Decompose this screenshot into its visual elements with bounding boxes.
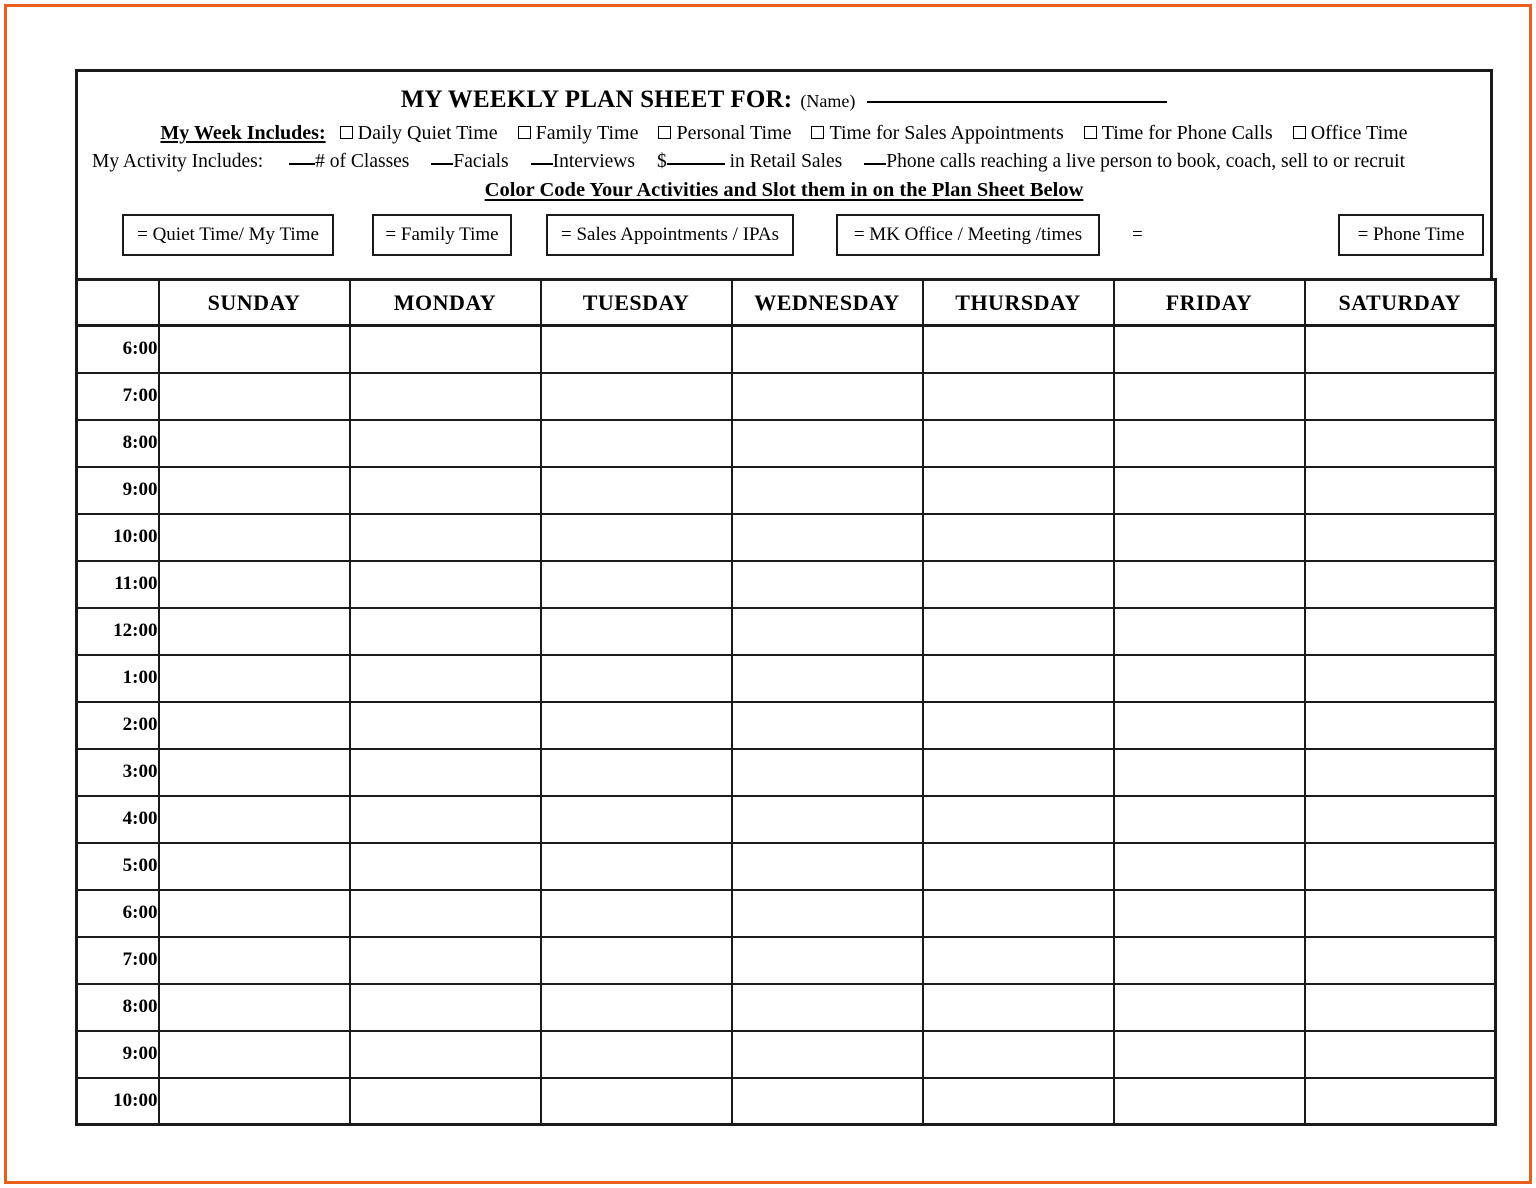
time-label: 8:00 [77, 420, 159, 467]
week-includes-label: My Week Includes: [160, 122, 326, 144]
schedule-slot[interactable] [159, 608, 350, 655]
time-label: 6:00 [77, 326, 159, 373]
schedule-slot[interactable] [732, 326, 923, 373]
activity-includes-label: My Activity Includes: [92, 151, 264, 172]
schedule-slot[interactable] [1305, 420, 1496, 467]
schedule-slot[interactable] [159, 937, 350, 984]
schedule-slot[interactable] [1305, 561, 1496, 608]
schedule-slot[interactable] [541, 937, 732, 984]
schedule-slot[interactable] [541, 514, 732, 561]
legend-label: = MK Office / Meeting /times [853, 224, 1083, 245]
activity-item-retail-sales [657, 151, 842, 172]
table-row [77, 702, 1496, 749]
schedule-slot[interactable] [732, 1078, 923, 1125]
schedule-slot[interactable] [541, 890, 732, 937]
schedule-slot[interactable] [923, 467, 1114, 514]
checkbox-label: Family Time [535, 122, 639, 144]
schedule-slot[interactable] [350, 937, 541, 984]
table-row [77, 514, 1496, 561]
time-label: 8:00 [77, 984, 159, 1031]
schedule-slot[interactable] [923, 608, 1114, 655]
schedule-slot[interactable] [350, 608, 541, 655]
schedule-slot[interactable] [1305, 514, 1496, 561]
schedule-slot[interactable] [732, 937, 923, 984]
schedule-slot[interactable] [732, 514, 923, 561]
facials-label: Facials [453, 151, 509, 172]
activity-item-classes [289, 151, 409, 172]
schedule-slot[interactable] [1305, 702, 1496, 749]
schedule-slot[interactable] [732, 843, 923, 890]
page-title [88, 86, 1480, 114]
schedule-slot[interactable] [1114, 890, 1305, 937]
schedule-slot[interactable] [1114, 655, 1305, 702]
classes-blank[interactable] [289, 163, 315, 165]
schedule-slot[interactable] [923, 1078, 1114, 1125]
schedule-slot[interactable] [1305, 937, 1496, 984]
schedule-slot[interactable] [1114, 749, 1305, 796]
schedule-slot[interactable] [1114, 1031, 1305, 1078]
schedule-slot[interactable] [1305, 1031, 1496, 1078]
schedule-slot[interactable] [732, 467, 923, 514]
time-label: 5:00 [77, 843, 159, 890]
schedule-slot[interactable] [923, 749, 1114, 796]
schedule-slot[interactable] [541, 702, 732, 749]
legend-item-unlabeled[interactable] [1132, 214, 1143, 256]
color-code-heading [88, 179, 1480, 202]
schedule-slot[interactable] [541, 796, 732, 843]
schedule-slot[interactable] [159, 1078, 350, 1125]
schedule-slot[interactable] [732, 702, 923, 749]
schedule-slot[interactable] [350, 373, 541, 420]
schedule-slot[interactable] [1305, 749, 1496, 796]
table-header-row [77, 280, 1496, 326]
schedule-slot[interactable] [350, 1031, 541, 1078]
day-header-wednesday: WEDNESDAY [732, 280, 923, 326]
schedule-slot[interactable] [1305, 326, 1496, 373]
schedule-slot[interactable] [350, 467, 541, 514]
schedule-slot[interactable] [350, 843, 541, 890]
time-label: 10:00 [77, 514, 159, 561]
schedule-slot[interactable] [159, 420, 350, 467]
time-label: 4:00 [77, 796, 159, 843]
schedule-slot[interactable] [541, 373, 732, 420]
schedule-slot[interactable] [1305, 796, 1496, 843]
schedule-slot[interactable] [350, 561, 541, 608]
schedule-slot[interactable] [732, 561, 923, 608]
name-input-line[interactable] [867, 101, 1167, 103]
schedule-slot[interactable] [350, 326, 541, 373]
schedule-slot[interactable] [923, 655, 1114, 702]
schedule-slot[interactable] [159, 890, 350, 937]
schedule-slot[interactable] [541, 420, 732, 467]
schedule-slot[interactable] [1305, 890, 1496, 937]
color-code-heading-text: Color Code Your Activities and Slot them in on the Plan Sheet Below [484, 179, 1084, 201]
table-row [77, 796, 1496, 843]
table-row [77, 843, 1496, 890]
schedule-slot[interactable] [350, 796, 541, 843]
day-header-saturday: SATURDAY [1305, 280, 1496, 326]
time-label: 7:00 [77, 937, 159, 984]
legend-item-family-time[interactable] [372, 214, 512, 256]
retail-sales-blank[interactable] [667, 163, 725, 165]
table-body [77, 326, 1496, 1125]
table-row [77, 373, 1496, 420]
checkbox-item-phone-calls[interactable] [1084, 122, 1273, 144]
checkbox-item-sales-appointments[interactable] [811, 122, 1063, 144]
checkbox-item-family-time[interactable] [518, 122, 639, 144]
schedule-slot[interactable] [1114, 561, 1305, 608]
schedule-slot[interactable] [1305, 984, 1496, 1031]
legend-label: = Phone Time [1357, 224, 1465, 245]
schedule-slot[interactable] [1305, 608, 1496, 655]
schedule-slot[interactable] [159, 514, 350, 561]
schedule-slot[interactable] [350, 984, 541, 1031]
week-includes-row [88, 122, 1480, 145]
schedule-slot[interactable] [732, 890, 923, 937]
table-row [77, 608, 1496, 655]
time-label: 1:00 [77, 655, 159, 702]
schedule-slot[interactable] [541, 749, 732, 796]
schedule-slot[interactable] [1305, 1078, 1496, 1125]
legend-item-mk-office[interactable] [836, 214, 1100, 256]
table-row [77, 561, 1496, 608]
time-label: 3:00 [77, 749, 159, 796]
legend-row [100, 214, 1468, 260]
schedule-slot[interactable] [1114, 796, 1305, 843]
schedule-slot[interactable] [1114, 373, 1305, 420]
time-label: 2:00 [77, 702, 159, 749]
checkbox-item-office-time[interactable] [1293, 122, 1408, 144]
schedule-slot[interactable] [923, 1031, 1114, 1078]
schedule-slot[interactable] [541, 984, 732, 1031]
checkbox-icon[interactable] [811, 126, 824, 139]
schedule-slot[interactable] [923, 420, 1114, 467]
schedule-slot[interactable] [923, 843, 1114, 890]
schedule-slot[interactable] [732, 373, 923, 420]
schedule-slot[interactable] [923, 984, 1114, 1031]
schedule-slot[interactable] [350, 890, 541, 937]
schedule-slot[interactable] [350, 420, 541, 467]
phone-calls-label: Phone calls reaching a live person to book, coach, sell to or recruit [886, 151, 1405, 172]
activity-includes-row [88, 151, 1480, 173]
schedule-slot[interactable] [350, 655, 541, 702]
activity-item-facials [431, 151, 508, 172]
sheet-header [75, 69, 1493, 278]
schedule-slot[interactable] [159, 467, 350, 514]
schedule-slot[interactable] [159, 655, 350, 702]
day-header-sunday: SUNDAY [159, 280, 350, 326]
time-label: 9:00 [77, 1031, 159, 1078]
schedule-slot[interactable] [1114, 608, 1305, 655]
checkbox-label: Personal Time [676, 122, 792, 144]
checkbox-label: Time for Phone Calls [1101, 122, 1273, 144]
table-row [77, 984, 1496, 1031]
checkbox-icon[interactable] [658, 126, 671, 139]
schedule-slot[interactable] [1114, 702, 1305, 749]
schedule-slot[interactable] [1305, 843, 1496, 890]
time-label: 10:00 [77, 1078, 159, 1125]
page-border [4, 4, 1532, 1184]
schedule-slot[interactable] [541, 561, 732, 608]
schedule-slot[interactable] [1114, 984, 1305, 1031]
schedule-slot[interactable] [1114, 467, 1305, 514]
schedule-slot[interactable] [541, 1078, 732, 1125]
day-header-friday: FRIDAY [1114, 280, 1305, 326]
schedule-slot[interactable] [159, 561, 350, 608]
time-column-header [77, 280, 159, 326]
name-label: (Name) [800, 91, 856, 111]
schedule-slot[interactable] [159, 1031, 350, 1078]
schedule-slot[interactable] [350, 702, 541, 749]
phone-calls-blank[interactable] [864, 163, 886, 165]
schedule-slot[interactable] [923, 890, 1114, 937]
facials-blank[interactable] [431, 163, 453, 165]
schedule-slot[interactable] [923, 326, 1114, 373]
schedule-slot[interactable] [732, 749, 923, 796]
schedule-slot[interactable] [541, 326, 732, 373]
weekly-plan-sheet [75, 69, 1493, 1126]
checkbox-icon[interactable] [340, 126, 353, 139]
weekly-schedule-table [75, 278, 1497, 1126]
schedule-slot[interactable] [159, 326, 350, 373]
time-label: 12:00 [77, 608, 159, 655]
schedule-slot[interactable] [1114, 937, 1305, 984]
schedule-slot[interactable] [159, 984, 350, 1031]
schedule-slot[interactable] [923, 373, 1114, 420]
page-title-text: MY WEEKLY PLAN SHEET FOR: [400, 86, 793, 113]
time-label: 11:00 [77, 561, 159, 608]
checkbox-label: Office Time [1310, 122, 1408, 144]
legend-label: = Quiet Time/ My Time [137, 224, 319, 245]
schedule-slot[interactable] [1114, 1078, 1305, 1125]
table-row [77, 890, 1496, 937]
schedule-slot[interactable] [159, 843, 350, 890]
schedule-slot[interactable] [541, 467, 732, 514]
classes-label: # of Classes [315, 151, 410, 172]
schedule-slot[interactable] [350, 514, 541, 561]
table-row [77, 1078, 1496, 1125]
schedule-slot[interactable] [350, 749, 541, 796]
table-row [77, 1031, 1496, 1078]
schedule-slot[interactable] [1305, 373, 1496, 420]
schedule-slot[interactable] [1114, 514, 1305, 561]
checkbox-item-personal-time[interactable] [658, 122, 791, 144]
schedule-slot[interactable] [1114, 326, 1305, 373]
schedule-slot[interactable] [732, 420, 923, 467]
schedule-slot[interactable] [732, 1031, 923, 1078]
table-row [77, 749, 1496, 796]
schedule-slot[interactable] [732, 608, 923, 655]
schedule-slot[interactable] [923, 702, 1114, 749]
time-label: 6:00 [77, 890, 159, 937]
schedule-slot[interactable] [541, 1031, 732, 1078]
time-label: 9:00 [77, 467, 159, 514]
retail-sales-label: in Retail Sales [729, 151, 843, 172]
schedule-slot[interactable] [350, 1078, 541, 1125]
checkbox-icon[interactable] [518, 126, 531, 139]
legend-item-phone-time[interactable] [1338, 214, 1484, 256]
interviews-blank[interactable] [531, 163, 553, 165]
schedule-slot[interactable] [923, 796, 1114, 843]
schedule-slot[interactable] [1305, 467, 1496, 514]
schedule-slot[interactable] [541, 655, 732, 702]
activity-item-interviews [531, 151, 635, 172]
schedule-slot[interactable] [732, 796, 923, 843]
legend-label: = Family Time [385, 224, 499, 245]
schedule-slot[interactable] [1114, 843, 1305, 890]
schedule-slot[interactable] [159, 702, 350, 749]
schedule-slot[interactable] [732, 655, 923, 702]
schedule-slot[interactable] [159, 749, 350, 796]
checkbox-label: Time for Sales Appointments [829, 122, 1064, 144]
currency-symbol: $ [656, 151, 667, 172]
checkbox-icon[interactable] [1293, 126, 1306, 139]
schedule-slot[interactable] [923, 937, 1114, 984]
table-row [77, 420, 1496, 467]
day-header-thursday: THURSDAY [923, 280, 1114, 326]
legend-label: = Sales Appointments / IPAs [561, 224, 779, 245]
schedule-slot[interactable] [1305, 655, 1496, 702]
schedule-slot[interactable] [732, 984, 923, 1031]
schedule-slot[interactable] [923, 561, 1114, 608]
legend-label: = [1132, 224, 1143, 245]
table-row [77, 326, 1496, 373]
schedule-slot[interactable] [159, 373, 350, 420]
schedule-slot[interactable] [159, 796, 350, 843]
activity-item-phone-calls [864, 151, 1405, 172]
checkbox-icon[interactable] [1084, 126, 1097, 139]
checkbox-label: Daily Quiet Time [357, 122, 498, 144]
day-header-monday: MONDAY [350, 280, 541, 326]
interviews-label: Interviews [552, 151, 635, 172]
time-label: 7:00 [77, 373, 159, 420]
legend-item-sales-appointments[interactable] [546, 214, 794, 256]
table-row [77, 655, 1496, 702]
schedule-slot[interactable] [1114, 420, 1305, 467]
schedule-slot[interactable] [541, 843, 732, 890]
table-row [77, 937, 1496, 984]
schedule-slot[interactable] [923, 514, 1114, 561]
day-header-tuesday: TUESDAY [541, 280, 732, 326]
checkbox-item-daily-quiet-time[interactable] [340, 122, 498, 144]
table-row [77, 467, 1496, 514]
schedule-slot[interactable] [541, 608, 732, 655]
legend-item-quiet-time[interactable] [122, 214, 334, 256]
